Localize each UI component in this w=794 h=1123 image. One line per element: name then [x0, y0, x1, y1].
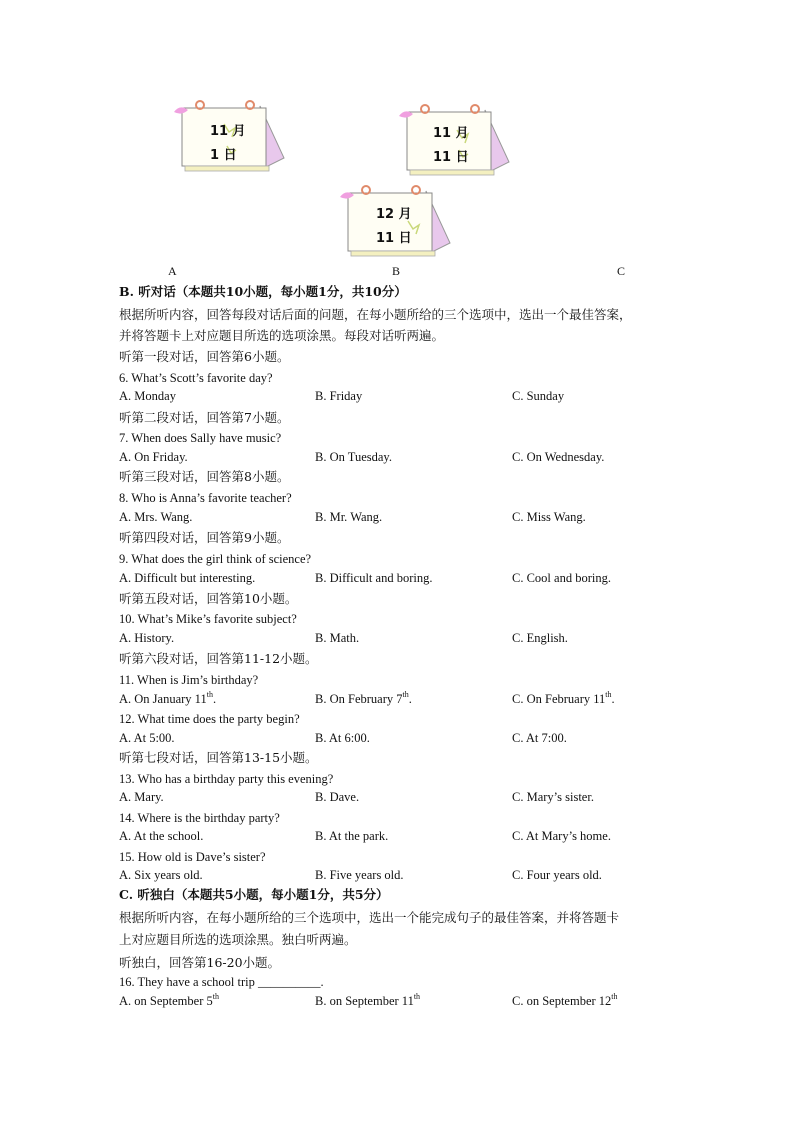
option-a: A. Mary.	[119, 790, 164, 804]
question-text: 9. What does the girl think of science?	[119, 552, 312, 566]
section-hint: 听第一段对话，回答第6小题。	[119, 349, 290, 364]
question-text: 13. Who has a birthday party this evening?	[119, 772, 334, 786]
option-c: C. At Mary’s home.	[512, 829, 611, 843]
option-a: A. On Friday.	[119, 450, 188, 464]
section-b-instructions-1: 根据所听内容，回答每段对话后面的问题，在每小题所给的三个选项中，选出一个最佳答案，	[119, 307, 632, 322]
option-a: A. At 5:00.	[119, 731, 175, 745]
option-b: B. On February 7th.	[315, 690, 412, 706]
calendar-picture-a	[172, 96, 287, 176]
calendar-month: 11 月	[210, 124, 246, 139]
option-a: A. On January 11th.	[119, 690, 217, 706]
calendar-day: 11 日	[433, 150, 469, 165]
section-hint: 听第四段对话，回答第9小题。	[119, 530, 290, 545]
option-b: B. At 6:00.	[315, 731, 370, 745]
calendar-month: 12 月	[376, 207, 412, 222]
picture-label-c: C	[617, 264, 626, 278]
question-16: 16. They have a school trip __________.	[119, 975, 324, 989]
option-c: C. Mary’s sister.	[512, 790, 594, 804]
option-b: B. on September 11th	[315, 992, 421, 1008]
question-text: 7. When does Sally have music?	[119, 431, 282, 445]
section-hint: 听第五段对话，回答第10小题。	[119, 591, 298, 606]
option-b: B. At the park.	[315, 829, 389, 843]
picture-label-b: B	[392, 264, 401, 278]
option-b: B. Dave.	[315, 790, 360, 804]
option-b: B. Friday	[315, 389, 363, 403]
calendar-day: 11 日	[376, 231, 412, 246]
option-c: C. Four years old.	[512, 868, 602, 882]
option-c: C. Sunday	[512, 389, 565, 403]
option-c: C. On February 11th.	[512, 690, 615, 706]
section-b-title: B. 听对话（本题共10小题，每小题1分，共10分）	[119, 284, 407, 299]
option-c: C. At 7:00.	[512, 731, 567, 745]
option-a: A. Monday	[119, 389, 176, 403]
question-text: 12. What time does the party begin?	[119, 712, 300, 726]
option-a: A. on September 5th	[119, 992, 219, 1008]
option-c: C. on September 12th	[512, 992, 618, 1008]
calendar-month: 11 月	[433, 126, 469, 141]
option-c: C. On Wednesday.	[512, 450, 605, 464]
section-c-instructions-1: 根据所听内容，在每小题所给的三个选项中，选出一个能完成句子的最佳答案，并将答题卡	[119, 910, 620, 925]
option-a: A. At the school.	[119, 829, 204, 843]
section-c-title: C. 听独白（本题共5小题，每小题1分，共5分）	[119, 887, 389, 902]
option-c: C. English.	[512, 631, 568, 645]
section-b-instructions-2: 并将答题卡上对应题目所选的选项涂黑。每段对话听两遍。	[119, 328, 445, 343]
section-hint: 听第六段对话，回答第11-12小题。	[119, 651, 318, 666]
question-text: 6. What’s Scott’s favorite day?	[119, 371, 273, 385]
option-b: B. On Tuesday.	[315, 450, 392, 464]
option-a: A. History.	[119, 631, 175, 645]
section-hint: 听第二段对话，回答第7小题。	[119, 410, 290, 425]
option-c: C. Miss Wang.	[512, 510, 586, 524]
option-b: B. Five years old.	[315, 868, 404, 882]
question-text: 14. Where is the birthday party?	[119, 811, 280, 825]
question-text: 11. When is Jim’s birthday?	[119, 673, 259, 687]
option-b: B. Math.	[315, 631, 360, 645]
question-text: 8. Who is Anna’s favorite teacher?	[119, 491, 292, 505]
option-a: A. Difficult but interesting.	[119, 571, 256, 585]
question-text: 15. How old is Dave’s sister?	[119, 850, 266, 864]
option-b: B. Mr. Wang.	[315, 510, 383, 524]
calendar-day: 1 日	[210, 148, 237, 163]
section-c-instructions-2: 上对应题目所选的选项涂黑。独白听两遍。	[119, 932, 357, 947]
section-c-hint: 听独白，回答第16-20小题。	[119, 955, 281, 970]
question-text: 10. What’s Mike’s favorite subject?	[119, 612, 297, 626]
option-b: B. Difficult and boring.	[315, 571, 433, 585]
picture-label-a: A	[168, 264, 177, 278]
option-a: A. Mrs. Wang.	[119, 510, 193, 524]
option-c: C. Cool and boring.	[512, 571, 611, 585]
calendar-picture-c	[338, 181, 453, 261]
section-hint: 听第三段对话，回答第8小题。	[119, 469, 290, 484]
section-hint: 听第七段对话，回答第13-15小题。	[119, 750, 318, 765]
calendar-picture-b	[397, 100, 512, 180]
option-a: A. Six years old.	[119, 868, 203, 882]
